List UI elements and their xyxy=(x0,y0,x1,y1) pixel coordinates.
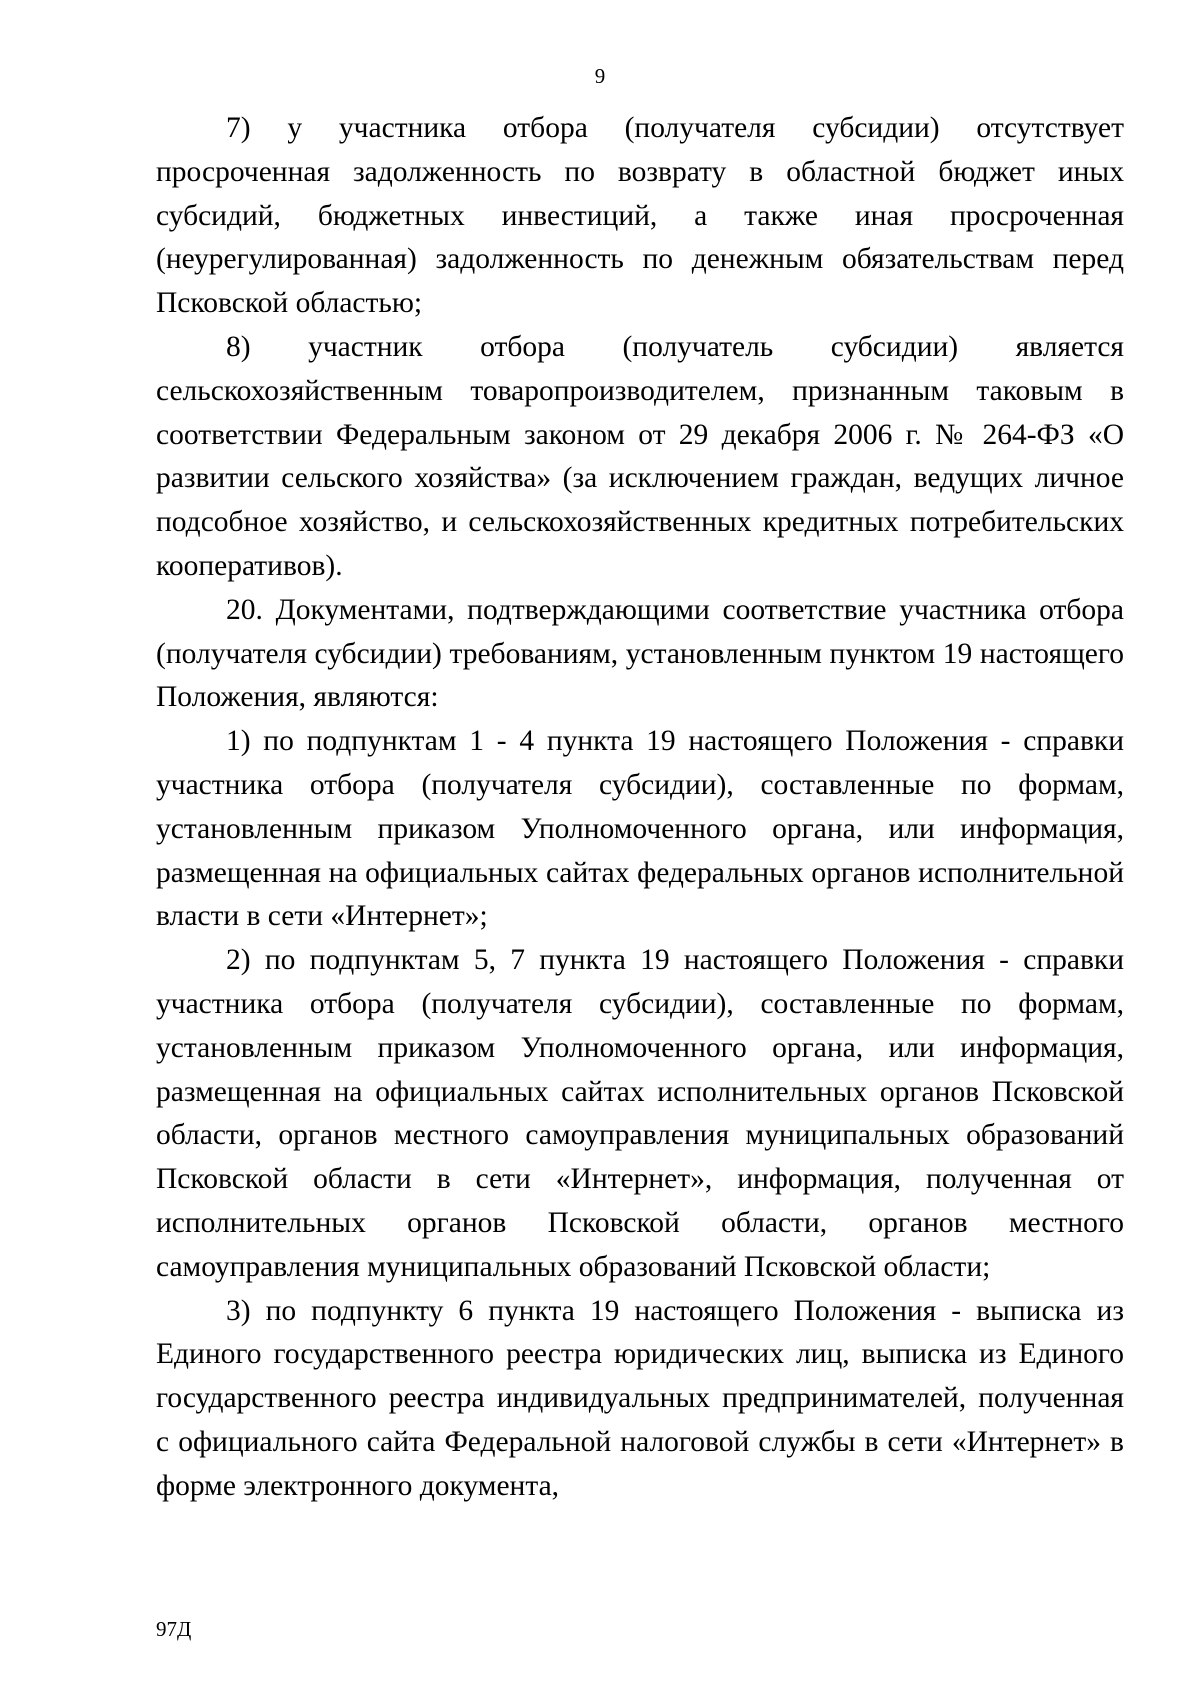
footer-document-code: 97Д xyxy=(156,1617,192,1641)
paragraph-item-8: 8) участник отбора (получатель субсидии) является сельскохозяйственным товаропроизводителем, признанным таковым в соответствии Федеральным законом от 29 декабря 2006 г. № 264-ФЗ «О развитии сельского хозяйства» (за исключением граждан, ведущих личное подсобное хозяйство, и сельскохозяйственных кредитных потребительских кооперативов). xyxy=(156,330,1124,582)
paragraph-subclause-3: 3) по подпункту 6 пункта 19 настоящего Положения - выписка из Единого государственного реестра юридических лиц, выписка из Единого государственного реестра индивидуальных предпринимателей, полученная с официального сайта Федеральной налоговой службы в сети «Интернет» в форме электронного документа, xyxy=(156,1294,1124,1502)
paragraph-clause-20: 20. Документами, подтверждающими соответствие участника отбора (получателя субсидии) требованиям, установленным пунктом 19 настоящего Положения, являются: xyxy=(156,593,1124,714)
paragraph-item-7: 7) у участника отбора (получателя субсидии) отсутствует просроченная задолженность по возврату в областной бюджет иных субсидий, бюджетных инвестиций, а также иная просроченная (неурегулированная) задолженность по денежным обязательствам перед Псковской областью; xyxy=(156,112,1124,320)
paragraph-subclause-2: 2) по подпунктам 5, 7 пункта 19 настоящего Положения - справки участника отбора (получателя субсидии), составленные по формам, установленным приказом Уполномоченного органа, или информация, размещенная на официальных сайтах исполнительных органов Псковской области, органов местного самоуправления муниципальных образований Псковской области в сети «Интернет», информация, полученная от исполнительных органов Псковской области, органов местного самоуправления муниципальных образований Псковской области; xyxy=(156,944,1124,1283)
page-number: 9 xyxy=(594,64,606,88)
document-body xyxy=(156,107,1124,1509)
paragraph-subclause-1: 1) по подпунктам 1 - 4 пункта 19 настоящего Положения - справки участника отбора (получателя субсидии), составленные по формам, установленным приказом Уполномоченного органа, или информация, размещенная на официальных сайтах федеральных органов исполнительной власти в сети «Интернет»; xyxy=(156,725,1124,933)
